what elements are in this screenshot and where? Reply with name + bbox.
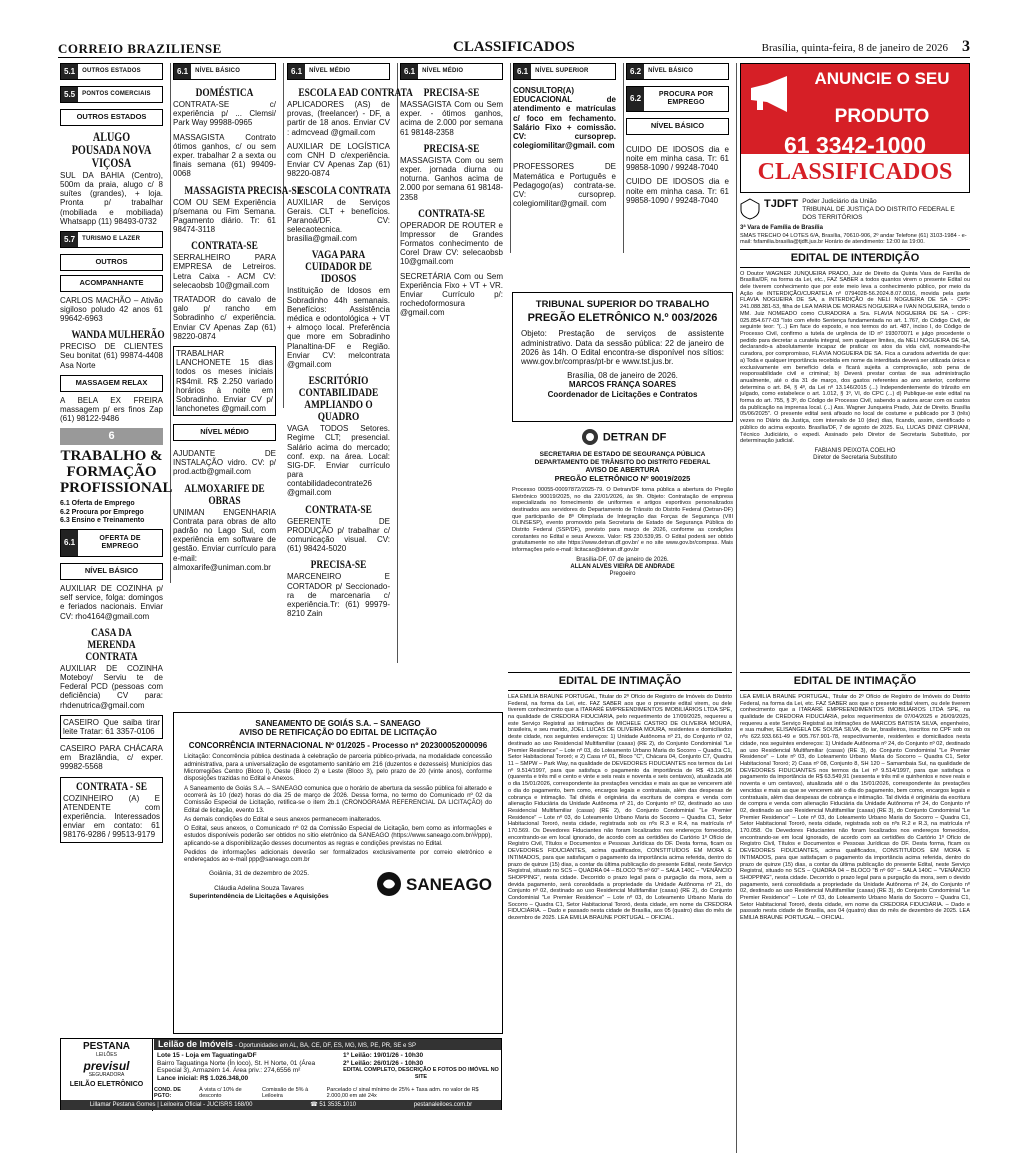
detran-logo-icon <box>579 428 601 448</box>
section-title: CLASSIFICADOS <box>453 39 575 55</box>
classified-ad: CARLOS MACHÃO – Ativão sigiloso poludo 42 anos 61 99642-6963 <box>60 295 163 324</box>
index-item: 6.1 Oferta de Emprego <box>60 500 135 508</box>
subsection-box: OUTROS ESTADOS <box>60 109 163 126</box>
section-tag: 6.1 NÍVEL MÉDIO <box>287 63 390 80</box>
section-tag: 5.5 PONTOS COMERCIAIS <box>60 86 163 103</box>
classified-ad: CUIDO DE IDOSOS dia e noite em minha casa. Tr: 61 99858-1090 / 99248-7040 <box>626 144 729 173</box>
promo-ad <box>740 63 970 193</box>
promo-brand: CLASSIFICADOS <box>757 159 953 185</box>
classified-ad: PRECISA-SE MASSAGISTA Com ou Sem exper. - ótimos ganhos, acima de 2.000 por semana 61 98148-2358 <box>400 85 503 137</box>
classified-ad: TRATADOR do cavalo de galo p/ rancho em Sobradinho c/ experiência. Enviar CV Apenas Zap (61) 98220-0874 <box>173 295 276 341</box>
index-item: 6.3 Ensino e Treinamento <box>60 516 145 524</box>
page-header <box>58 38 970 58</box>
classified-ad: AUXILIAR DE LOGÍSTICA com CNH D c/experiência. Enviar CV Apenas Zap (61) 98220-0874 <box>287 141 390 179</box>
megaphone-icon <box>747 74 791 116</box>
classified-ad: WANDA MULHERÃO PRECISO DE CLIENTES Seu bonitat (61) 99874-4408 Asa Norte <box>60 327 165 370</box>
saneago-logo-icon <box>376 871 402 899</box>
section-tag: 6.1 NÍVEL SUPERIOR <box>513 63 616 80</box>
classified-ad: AJUDANTE DE INSTALAÇÃO vidro. CV: p/ prod.actb@gmail.com <box>173 449 276 477</box>
leilao-ad: PESTANA LEILÕES previsul SEGURADORA LEILÃO ELETRÔNICO Leilão de Imóveis - Oportunidades em AL, BA, CE, DF, ES, MG, MS, PE, PR, SE e SP Lote 15 - Loja em Taguatinga/DF Bairro Taguatinga Norte (Ín loco), St. H Norte, 01 (Área Especial 3), Armazém 14. Área priv.: 274,6556 m² Lance inicial: R$ 1.026.348,00 1º Leilão: 19/01/26 - 10h30 2º Leilão: 26/01/26 - 10h30 EDITAL COMPLETO, DESCRIÇÃO E FOTOS DO IMÓVEL NO SITE COND. DE PGTO: À vista c/ 10% de desconto Comissão de 5% à Leiloeira Parcelado c/ sinal mínimo de 25% + Taxa adm. no valor de R$ 2.000,00 em até 24x Lillamar Pestana Gomes | Leiloeira Oficial - JUCISRS 168/00 ☎ 51 3535.1010 pestanaleiloes.com.br <box>60 1038 502 1110</box>
section-number: 6 <box>60 428 163 445</box>
classified-ad: CUIDO DE IDOSOS dia e noite em minha casa. Tr: 61 99858-1090 / 99248-7040 <box>626 177 729 205</box>
classified-ad: MASSAGISTA PRECISA-SE COM OU SEM Experiência p/semana ou Fim Semana. Pagamento diário. Tr: 61 98474-3118 <box>173 182 304 235</box>
subsection-box: OUTROS <box>60 254 163 271</box>
tjdft-emblem-icon <box>740 198 760 222</box>
classified-ad: PROFESSORES DE Matemática e Português e Pedagogo(as) contrata-se. CV: cursoprep. colegiomilitar@gmail. com <box>513 162 616 209</box>
section-tag: 6.2 PROCURA POR EMPREGO <box>626 86 729 112</box>
section-tag: 5.1 OUTROS ESTADOS <box>60 63 163 80</box>
subsection-box: NÍVEL BÁSICO <box>60 563 163 580</box>
classified-ad: ESCOLA EAD CONTRATA APLICADORES (AS) de provas, (freelancer) - DF, a partir de 18 anos. Enviar CV : admcvead @gmail.com <box>287 85 413 137</box>
saneago-notice: SANEAMENTO DE GOIÁS S.A. – SANEAGO AVISO DE RETIFICAÇÃO DO EDITAL DE LICITAÇÃO CONCORRÊNCIA INTERNACIONAL Nº 01/2025 - Processo nº 202300052000096 Licitação: Concorrência pública destinada à celebração de parceria público-privada, na modalidade concessão administrativa, para a universalização de esgotamento sanitário em 216 (duzentos e dezesseis) Municípios das Microrregiões Centro (Bloco I), Oeste (Bloco 2) e Leste (Bloco 3), pelo prazo de 20 (vinte anos), conforme disposições trazidas no Edital e Anexos. A Saneamento de Goiás S.A. – SANEAGO comunica que o horário de abertura da sessão pública foi alterado e ocorrerá às 10 (dez) horas do dia 25 de março de 2026. Dessa forma, no termo do Comunicado nº 02 da Comissão Especial de Licitação, retifica-se o item 2b.1 (CRONOGRAMA REFERENCIAL DA LICITAÇÃO) do Edital de licitação, evento 13. As demais condições do Edital e seus anexos permanecem inalterados. O Edital, seus anexos, o Comunicado nº 02 da Comissão Especial de Licitação, bem como as informações e estudos disponíveis poderão ser obtidos no sítio eletrônico da SANEAGO (https://www.saneago.com.br/#/ppp), aplicando-se a disponibilização desses documentos as regras e condições previstas no Edital. Pedidos de informações adicionais deverão ser formalizados exclusivamente por correio eletrônico e endereçados ao e-mail ppp@saneago.com.br Goiânia, 31 de dezembro de 2025. Cláudia Adelina Souza Tavares Superintendência de Licitações e Aquisições SANEAGO <box>173 712 503 1034</box>
section-tag: 6.1 NÍVEL MÉDIO <box>400 63 503 80</box>
classified-ad: ESCRITÓRIO CONTABILIDADE AMPLIANDO O QUADRO VAGA TODOS Setores. Regime CLT; presencial. Salário acima do mercado; conf. exp. na área. Local: SIG-DF. Enviar currículo para contabilidadecontrate26 @gmail.com <box>287 373 390 498</box>
section-heading: TRABALHO & FORMAÇÃO PROFISSIONAL <box>60 448 173 496</box>
classified-ad: VAGA PARA CUIDADOR DE IDOSOS Instituição de Idosos em Sobradinho 44h semanais. Benefícios: Assistência médica e odontológica + VT + almoço local. Preferência que more em Sobradinho Planaltina-DF e Região. Enviar CV: melcontrata @gmail.com <box>287 247 390 369</box>
classified-ad: ESCOLA CONTRATA AUXILIAR de Serviços Gerais. CLT + benefícios. Paranoá/DF. CV: selecaotecnica. brasilia@gmail.com <box>287 182 391 244</box>
page-number: 3 <box>962 38 970 55</box>
previsul-logo: previsul <box>83 1058 130 1073</box>
classified-ad: PRECISA-SE MASSAGISTA Com ou sem exper. jornada diurna ou noturna. Ganhos acima de 2.000 por semana 61 98148-2358 <box>400 140 503 202</box>
classified-ad: AUXILIAR DE COZINHA p/ self service, folga: domingos e feriados nacionais. Enviar CV: rho4164@gmail.com <box>60 584 163 621</box>
classified-ad: DOMÉSTICA CONTRATA-SE c/ experiência p/ ... Clemsi/ Park Way 99988-0965 <box>173 85 276 128</box>
classified-ad: CONTRATA-SE GEERENTE DE PRODUÇÃO p/ trabalhar c/ comunicação visual. CV: (61) 98424-5020 <box>287 501 390 554</box>
classified-ad: CONTRATA - SE COZINHEIRO (A) E ATENDENTE com experiência. Interessados enviar em contato: 61 98176-9286 / 99513-9179 <box>60 777 163 843</box>
column-2 <box>173 63 304 713</box>
classified-ad: TRABALHAR LANCHONETE 15 dias todos os meses iniciais R$4mil. R$ 2.250 variado horários à noite em Sobradinho. Enviar CV p/ lanchonetes @gmail.com <box>173 346 276 416</box>
classified-ad: CASEIRO PARA CHÁCARA em Brazlândia, c/ exper. 99982-5568 <box>60 744 163 772</box>
classified-ad: CONTRATA-SE SERRALHEIRO PARA EMPRESA de Letreiros. Letra Caixa - ACM CV: selecaobsb 10@gmail.com <box>173 238 276 290</box>
classified-ad: PRECISA-SE MARCENEIRO E CORTADOR p/ Seccionado- ra de marcenaria c/ experiência.Tr: (61) 99979-8210 Zain <box>287 557 390 619</box>
tjdft-notice: TJDFT Poder Judiciário da União TRIBUNAL DE JUSTIÇA DO DISTRITO FEDERAL E DOS TERRITÓRIOS 3ª Vara de Família de Brasília SMAS TRECHO 04 LOTES 6/A, Brasília, 70610-906, 2º andar Telefone (61) 3103-1984 - e-mail: fsfamilia.brasilia@tjdft.jus.br Horário de atendimento: 12:00 às 19:00. EDITAL DE INTERDIÇÃO O Doutor WAGNER JUNQUEIRA PRADO, Juiz de Direito da Quinta Vara de Família de Brasília/DF, na forma da Lei, etc., FAZ SABER a todos quantos virem o presente Edital ou dele tiverem conhecimento que por este meio leva a conhecimento público, por meio da Ação de INTERDIÇÃO/CURATELA nº 0794028-56.2024.8.07.0016, movida pela parte FLAVIA NOGUEIRA DE SA, a INTERDIÇÃO de NELI NOGUEIRA DE SA - CPF: 241.088.381-53, filha de LEA MARIA DE MORAES NOGUEIRA e IVAN NOGUEIRA, tendo o MM. Juiz NOMEADO como CURADORA a Sra. FLAVIA NOGUEIRA DE SA - CPF: 025.854.677-03 "Isto com efeito Sentença fundamentada no art. 1.767, do Código Civil, de seguinte teor: "(...) Em face do exposto, e nos termos do art. 487, inciso I, do Código de Processo Civil, confirmo a tutela de urgência de ID nº 193070071 e julgo procedente o pedido para decretar a curatela integral, sem qualquer limites, da NELI NOGUEIRA DE SA, declarando-a absolutamente incapaz de praticar os atos da vida civil, nomeando-lhe curadora, por compromisso, FLÁVIA NOGUEIRA DE SA. Fica a curadora advertida de que: a) Toda e qualquer importância recebida em nome da interditada deverá ser utilizada única e exclusivamente em benefício dela e ficará sujeita a comprovação, sob pena de responsabilidade civil e criminal; b) Deverá prestar contas de sua administração anualmente, até o dia 31 de março, dos gastos referentes ao ano anterior, conforme determina o art. 84, § 4º, da Lei nº 13.146/2015 (...) Independentemente do trânsito em julgado, como estabelece o art. 1.012, § 1º, VI, do CPC (...) d) Publique-se este edital na forma do art. 755, § 3º, do Código de Processo Civil, sabendo a autora arcar com os custos da publicação na imprensa local. (...) Ass. Wagner Junqueira Prado, Juiz de Direito. Brasília 05/06/2025". O presente edital será afixado no local de costume e publicado por 3 (três) vezes no Diário da Justiça, com intervalo de 10 (dez) dias, ficando, assim, cientificado o público do acima exposto. Brasília/DF, 7 de agosto de 2025. Eu, LUCAS DINIZ CIPRIANI, Técnico Judiciário, o expedi. Assinado pelo Diretor de Secretaria Substituto, por determinação judicial. FABIANIS PEIXOTA COELHO Diretor de Secretaria Substituto <box>740 198 971 462</box>
subsection-box: ACOMPANHANTE <box>60 275 163 292</box>
classified-ad: CASA DA MERENDA CONTRATA AUXILIAR DE COZINHA Moteboy/ Serviu te de Federal PCD (pessoas com deficiência) CV para: rhdenutrica@gmail.com <box>60 624 163 710</box>
classified-ad: A BELA EX FREIRA massagem p/ ers finos Zap (61) 98122-9486 <box>60 395 163 423</box>
classified-ad: SECRETÁRIA Com ou Sem Experiência Fixo + VT + VR. Enviar Currículo p/: rochedoformosura @gmail.com <box>400 271 503 318</box>
pestana-logo: PESTANA <box>82 1041 131 1052</box>
classified-ad: ALMOXARIFE DE OBRAS UNIMAN ENGENHARIA Contrata para obras de alto padrão no Lago Sul, com experiência em software de gestão. Enviar currículo para e-mail: almoxarife@uniman.com.br <box>173 480 276 572</box>
classified-ad: MASSAGISTA Contrato ótimos ganhos, c/ ou sem exper. trabalhar 2 a sexta ou finais semana (61) 99409-0068 <box>173 132 276 179</box>
phone-icon: ☎ 51 3535.1010 <box>310 1102 357 1108</box>
promo-phone: 61 3342-1000 <box>784 132 926 158</box>
column-4 <box>400 63 503 713</box>
subsection-box: MASSAGEM RELAX <box>60 375 163 392</box>
edital-intimacao-2: EDITAL DE INTIMAÇÃO LEA EMILIA BRAUNE PORTUGAL, Titular do 2º Ofício de Registro de Imóveis do Distrito Federal, na forma da Lei, etc. FAZ SABER aos que o presente edital virem, ou dele tiverem conhecimento que a ITARARÉ EMPREENDIMENTOS IMOBILIÁRIOS LTDA SPE, na qualidade de CREDORA FIDUCIÁRIA, pelos requerimentos de 07/04/2025 e 26/09/2025, requereu a este Serviço Registral as intimações de MARCOS BATISTA SILVA, engenheiro, e sua mulher, ELISANGELA DE SOUSA SILVA, do lar, brasileiros, inscritos no CPF sob os nºs 622.933.661-49 e 905.767.901-78, respectivamente, residentes e domiciliados nesta cidade, nos seguintes endereços: 1) Unidade Autônoma nº 24, do Conjunto nº 02, destinado ao uso Residencial Multifamiliar (casas) (RE 3), do Conjunto Condominial "Le Premier Residence" – Lote nº 03, do Loteamento Urbano Maria do Socorro – Quadra C1, Setor Habitacional Tororó; 2) Casa nº 08, Conjunto 8, SH 120 – Samambaia Sul, na qualidade de DEVEDORES FIDUCIANTES nos termos da Lei nº 9.514/1997, para que satisfaça o pagamento da importância de R$ 63.549,91 (sessenta e três mil e quinhentos e nove reais e noventa e um centavos), atualizada até o dia 15/01/2026, correspondente às prestações vencidas e mais as que se vencerem até o dia do pagamento, bem como, encargos legais e contratuais, além das despesas de cobrança e intimação. Tal dívida é originária da escritura de compra e venda com alienação Fiduciária da Unidade Autônoma nº 24, do Conjunto nº 02, destinado ao uso Residencial Multifamiliar (casas) (RE 3), do Conjunto Condominial "Le Premier Residence" – Lote nº 03, do Loteamento Urbano Maria do Socorro – Quadra C1, Setor Habitacional Tororó, nesta cidade, registrada sob os nºs R.2 e R.3, na matrícula nº 170.058. Os Devedores Fiduciantes não foram localizados nos endereços fornecidos, encontrando-se em local ignorado, de acordo com as certidões do Cartório 1º Ofício de Registro Civil, Títulos e Documentos e Pessoas Jurídicas do DF. Desta forma, ficam os DEVEDORES FIDUCIANTES, acima qualificados, CONSTITUÍDOS EM MORA E INTIMADOS, para que satisfaçam o pagamento da importância acima referida, dentro do prazo de quinze (15) dias, a contar da última publicação do presente Edital, neste Serviço Registral, situado no SCS – QUADRA 04 – BLOCO "B nº 60" – SALA 140C – "VENÂNCIO SHOPPING", nesta cidade. Decorrido o prazo legal para a purgação da mora, sem o devido pagamento, será consolidada a propriedade da Unidade Autônoma nº 24, do Conjunto nº 02, destinado ao uso Residencial Multifamiliar (casas) (RE 3), do Conjunto Condominial "Le Premier Residence" – Lote nº 03, do Loteamento Urbano Maria do Socorro – Quadra C1, Setor Habitacional Tororó, desta cidade, em nome da CREDORA FIDUCIÁRIA. – Dado e passado nesta cidade de Brasília, aos 04 (quatro) dias do mês de dezembro de 2025. LEA EMILIA BRAUNE PORTUGAL – OFICIAL. <box>740 672 970 1067</box>
subsection-box: NÍVEL BÁSICO <box>626 118 729 135</box>
section-tag: 5.7 TURISMO E LAZER <box>60 231 163 248</box>
classified-ad: CONTRATA-SE OPERADOR DE ROUTER e Impressor de Grandes Formatos conhecimento de Corel Draw CV: selecaobsb 10@gmail.com <box>400 205 503 267</box>
section-tag: 6.1 NÍVEL BÁSICO <box>173 63 276 80</box>
edition-date: Brasília, quinta-feira, 8 de janeiro de 2026 <box>761 42 948 54</box>
edital-intimacao-1: EDITAL DE INTIMAÇÃO LEA EMILIA BRAUNE PORTUGAL, Titular do 2º Ofício de Registro de Imóveis do Distrito Federal, na forma da Lei, etc. FAZ SABER aos que o presente edital virem, ou dele tiverem conhecimento que a ITARARÉ EMPREENDIMENTOS IMOBILIÁRIOS LTDA SPE, na qualidade de CREDORA FIDUCIÁRIA, pelo requerimento de 17/09/2025, requereu a este Serviço Registral as intimações de MICHELE CASTRO DE OLIVEIRA MOURA, brasileira, e seu marido, JOEL LUCAS DE OLIVEIRA MOURA, residentes e domiciliados deste cidade, nos seguintes endereços: 1) Unidade Autônoma nº 21, do Conjunto nº 02, destinado ao uso Residencial Multifamiliar (casas) (RE 2), do Conjunto Condominial "Le Premier Residence" – Lote nº 03, do Loteamento Urbano Maria do Socorro – Quadra C1, Setor Habitacional Tororó; e 2) Casa nº 01, Bloco "C", Chácara 04, Conjunto C7, Quadra 11 – SMPW – Park Way, na qualidade de DEVEDORES FIDUCIANTES nos termos da Lei nº 9.514/1997, para que satisfaça o pagamento da importância de R$ 43.126,96 (quarenta e três mil e cento e vinte e seis reais e noventa e seis centavos), atualizada até o dia 15/01/2026, correspondente às prestações vencidas e mais as que se vencerem até o dia do pagamento, bem como, encargos legais e contratuais, além das despesas de cobrança e intimação. Tal dívida é originária da escritura de compra e venda com alienação Fiduciária da Unidade Autônoma nº 21, do Conjunto nº 02, destinado ao uso Residencial Multifamiliar (casas) (RE 2), do Conjunto Condominial "Le Premier Residence" – Lote nº 03, do Loteamento Urbano Maria do Socorro – Quadra C1, Setor Habitacional Tororó, nesta cidade, registrada sob os nºs R.3 e R.4, na matrícula nº 170.569. Os Devedores Fiduciantes não foram localizados nos endereços fornecidos, encontrando-se em local ignorado, de acordo com as certidões do Cartório 1º Ofício de Registro Civil, Títulos e Documentos e Pessoas Jurídicas do DF. Desta forma, ficam os DEVEDORES FIDUCIANTES, acima qualificados, CONSTITUÍDOS EM MORA E INTIMADOS, para que satisfaçam o pagamento da importância acima referida, dentro do prazo de quinze (15) dias, a contar da última publicação do presente Edital, neste Serviço Registral, situado no SCS – QUADRA 04 – BLOCO "B nº 60" – SALA 140C – "VENÂNCIO SHOPPING", nesta cidade. Decorrido o prazo legal para o purgação da mora, sem a devida pagamento, será consolidada a propriedade da Unidade Autônoma nº 21, do Conjunto nº 02, destinado ao uso Residencial Multifamiliar (casas) (RE 2), do Conjunto Condominial "Le Premier Residence" – Lote nº 03, do Loteamento Urbano Maria do Socorro – Quadra C1, Setor Habitacional Tororó, desta cidade, em nome da CREDORA FIDUCIÁRIA. – Dado e passado nesta cidade de Brasília, aos 05 (quatro) dias do mês de dezembro de 2025. LEA EMILIA BRAUNE PORTUGAL – OFICIAL. <box>508 672 732 1067</box>
tst-notice: TRIBUNAL SUPERIOR DO TRABALHO PREGÃO ELETRÔNICO N.º 003/2026 Objeto: Prestação de serviços de assistente administrativo. Data da sessão pública: 22 de janeiro de 2026 às 14h. O Edital encontra-se disponível nos sítios: www.gov.br/compras/pt-br e www.tst.jus.br. Brasília, 08 de janeiro de 2026. MARCOS FRANÇA SOARES Coordenador de Licitações e Contratos <box>512 292 733 422</box>
column-6 <box>626 63 729 263</box>
column-1 <box>60 63 173 1123</box>
column-3 <box>287 63 413 713</box>
section-tag: 6.1 OFERTA DE EMPREGO <box>60 529 163 557</box>
section-tag: 6.2 NÍVEL BÁSICO <box>626 63 729 80</box>
classified-ad: CASEIRO Que saiba tirar leite Tratar: 61 3357-0106 <box>60 715 163 739</box>
newspaper-brand: CORREIO BRAZILIENSE <box>58 41 222 56</box>
classified-ad: ALUGO POUSADA NOVA VIÇOSA SUL DA BAHIA (Centro), 500m da praia, alugo c/ 8 suítes (grandes), + loja. Pronta p/ trabalhar (mobiliada e mobiliada) Whatsapp (11) 98493-0732 <box>60 128 163 226</box>
subsection-box: NÍVEL MÉDIO <box>173 424 276 441</box>
promo-line2: PRODUTO <box>834 106 930 127</box>
column-5 <box>513 63 616 263</box>
index-item: 6.2 Procura por Emprego <box>60 508 144 516</box>
detran-notice: DETRAN DF SECRETARIA DE ESTADO DE SEGURANÇA PÚBLICA DEPARTAMENTO DE TRÂNSITO DO DISTRITO FEDERAL AVISO DE ABERTURA PREGÃO ELETRÔNICO Nº 90019/2025 Processo 00055-00097872/2025-79. O Detran/DF torna pública a abertura do Pregão Eletrônico 90019/2025, no dia 22/01/2026, às 9h. Objeto: Contratação de empresa especializada no fornecimento de uniformes e artigos esportivos personalizados destinados aos servidores do Departamento de Trânsito do Distrito Federal (Detran-DF) que participarão de 8ª Olimpíada de Integração das Forças de Segurança (VIII OLINSESP), evento promovido pela Secretaria de Estado de Segurança Pública do Distrito Federal (SSP/DF), previsto para março de 2026, conforme as condições constantes no Edital e seus Anexos. Valor: R$ 230.539,95. O Edital poderá ser obtido gratuitamente no site https://www.detran.df.gov.br/ e no site www.gov.br/compras. Mais informações pelo e-mail: licitacao@detran.df.gov.br Brasília-DF, 07 de janeiro de 2026. ALLAN ALVES VIEIRA DE ANDRADE Pregoeiro <box>512 428 733 636</box>
classified-ad: CONSULTOR(A) EDUCACIONAL de atendimento e matrículas c/ foco em fechamento. Salário Fixo + comissão. CV: cursoprep. colegiomilitar@gmail. com <box>513 86 616 151</box>
promo-line1: ANUNCIE O SEU <box>814 69 950 88</box>
